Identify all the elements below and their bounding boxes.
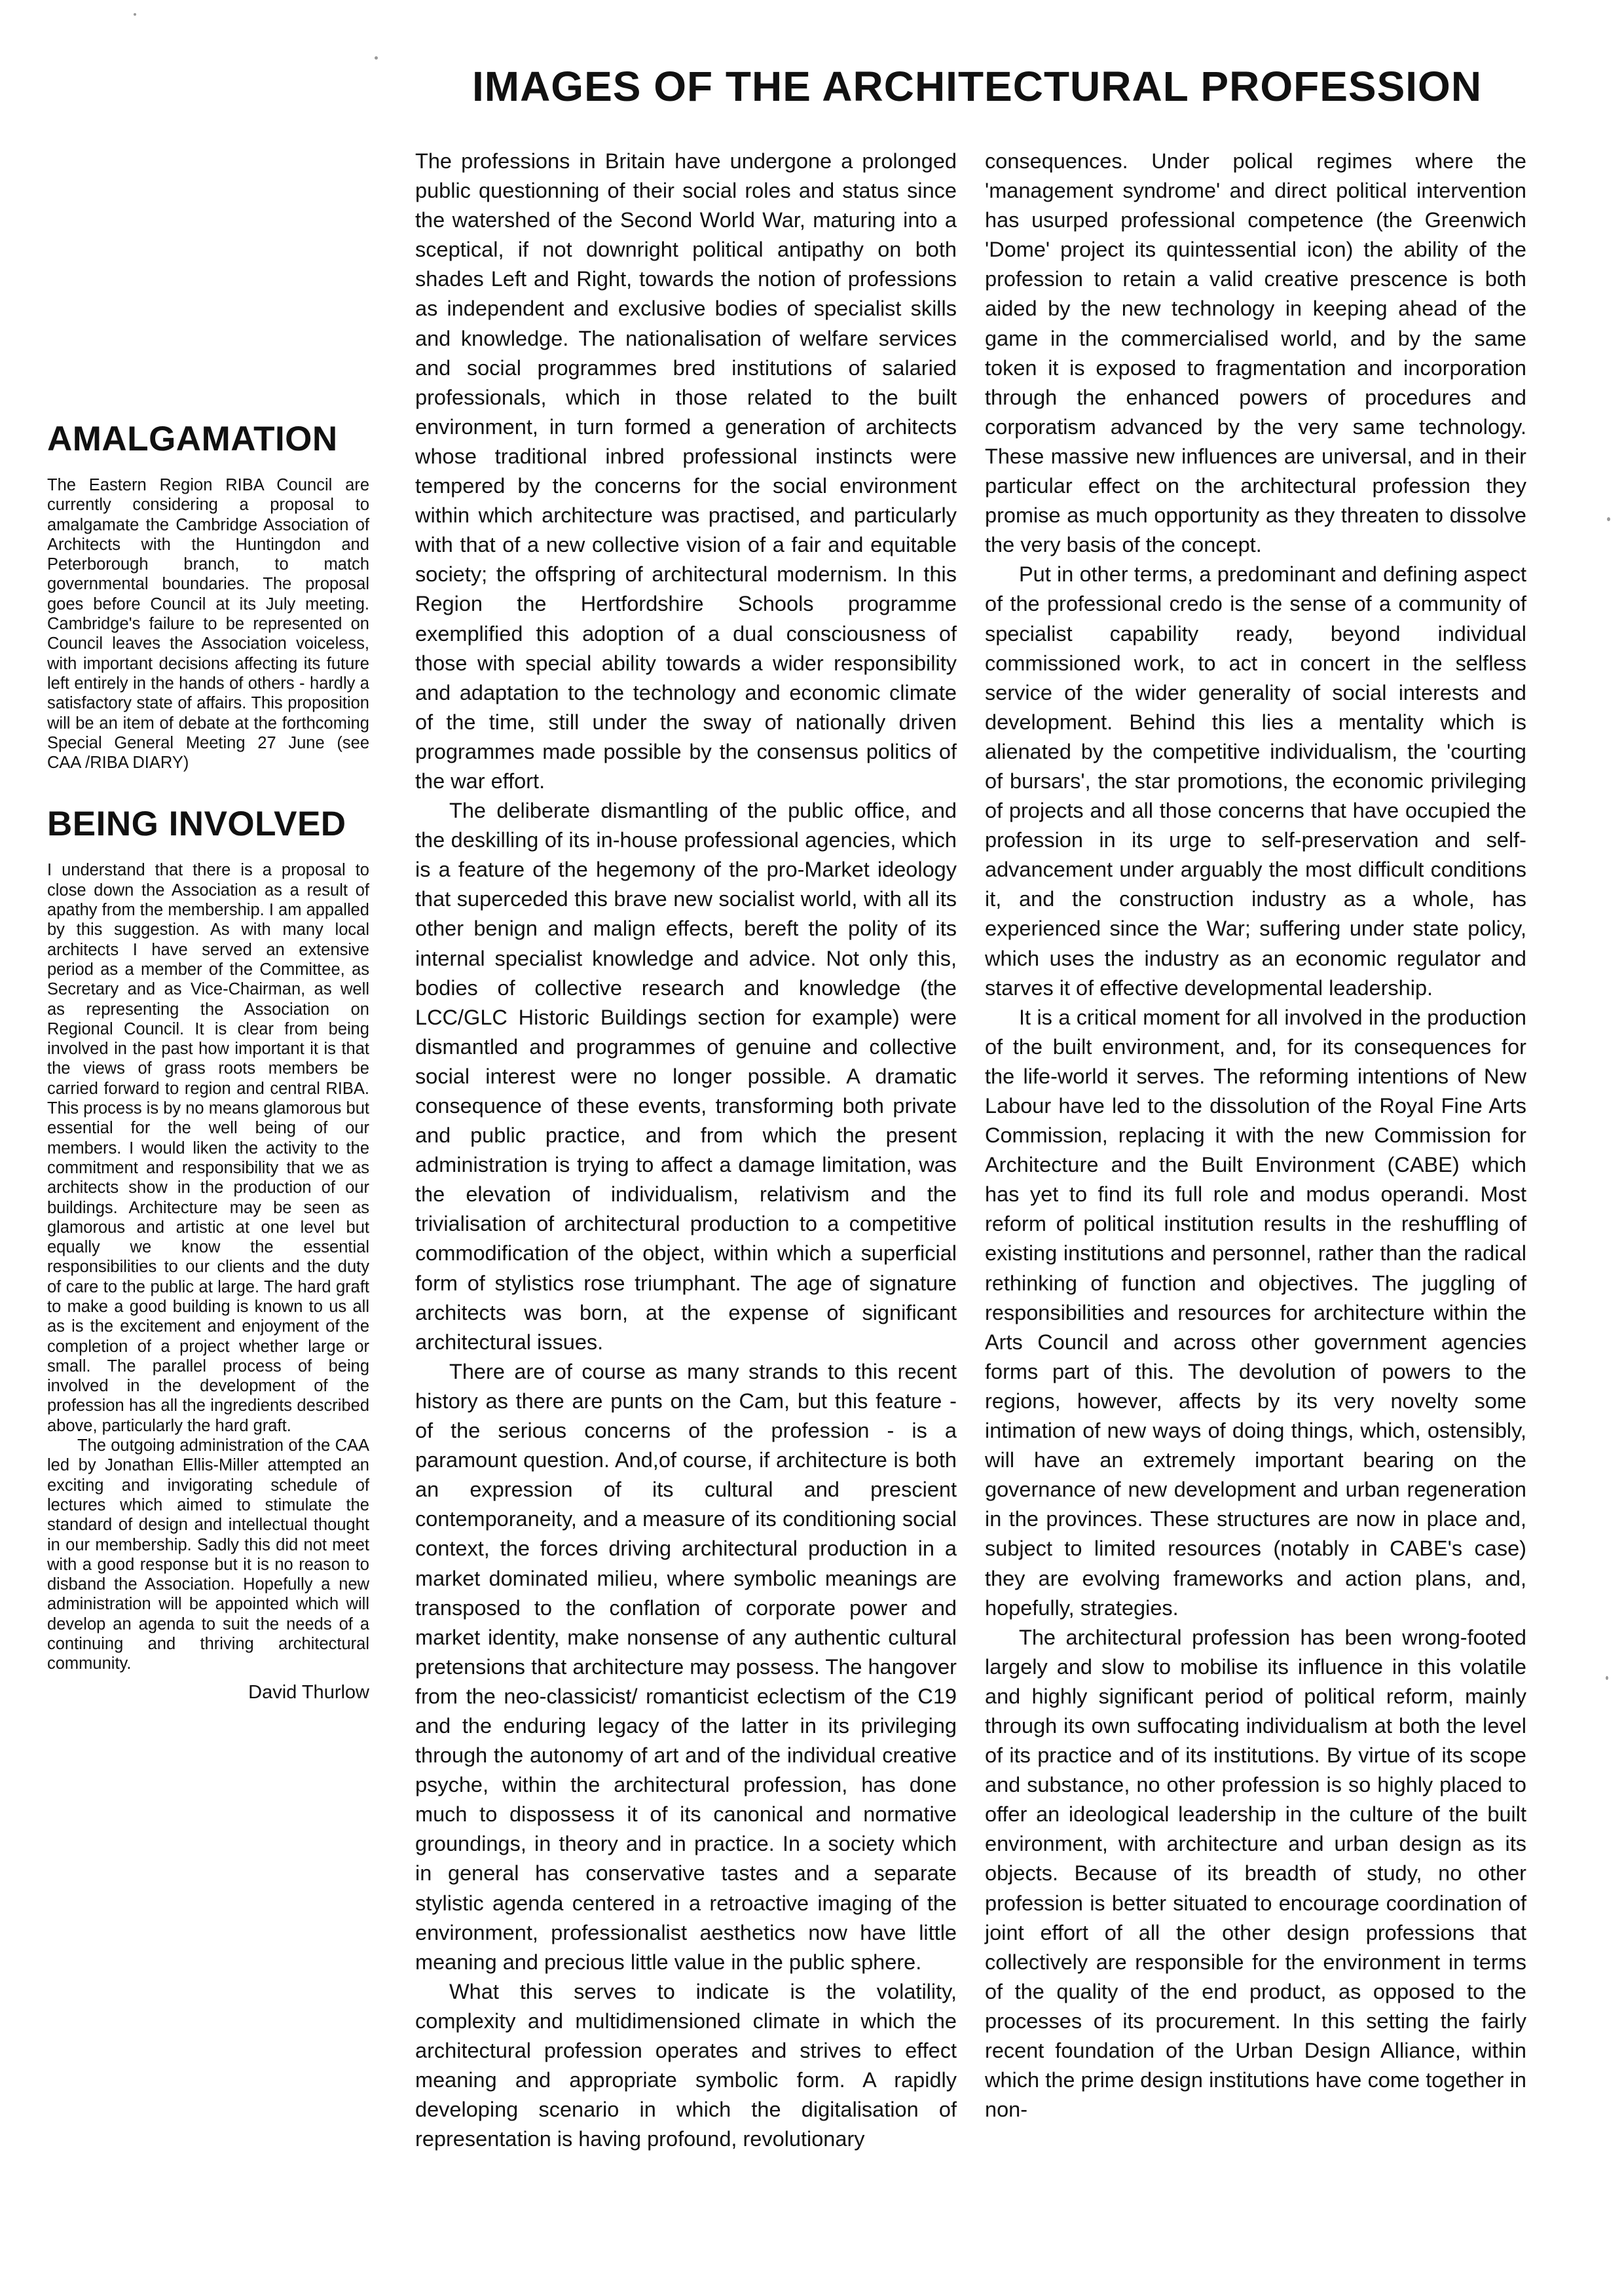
- scan-speck: [1607, 517, 1610, 521]
- page-title: IMAGES OF THE ARCHITECTURAL PROFESSION: [471, 63, 1483, 110]
- article-paragraph: There are of course as many strands to this recent history as there are punts on the Cam, but this feature - of the serious concerns of the profession - is a paramount question. And,of course, if architecture is both an expression of its cultural and prescient contemporaneity, and a measure of its conditioning social context, the forces driving architectural production in a market dominated milieu, where symbolic meanings are transposed to the conflation of corporate power and market identity, make nonsense of any authentic cultural pretensions that architecture may possess. The hangover from the neo-classicist/ romanticist eclectism of the C19 and the enduring legacy of the latter in its privileging through the autonomy of art and of the individual creative psyche, within the architectural profession, has done much to dispossess it of its canonical and normative groundings, in theory and in practice. In a society which in general has conservative tastes and a separate stylistic agenda centered in a retroactive imaging of the environment, professionalist aesthetics now have little meaning and precious little value in the public sphere.: [415, 1359, 957, 1974]
- signature: David Thurlow: [248, 1681, 369, 1703]
- being-involved-paragraph: The outgoing administration of the CAA led by Jonathan Ellis-Miller attempted an exciting and invigorating schedule of lectures which aimed to stimulate the standard of design and intellectual thought in our membership. Sadly this did not meet with a good response but it is no reason to disband the Association. Hopefully a new administration will be appointed which will develop an agenda to suit the needs of a continuing and thriving architectural community.: [47, 1436, 369, 1673]
- being-involved-paragraph: I understand that there is a proposal to close down the Association as a result of apathy from the membership. I am appalled by this suggestion. As with many local architects I have served an extensive period as a member of the Committee, as Secretary and as Vice-Chairman, as well as representing the Association on Regional Council. It is clear from being involved in the past how important it is that the views of grass roots members be carried forward to region and central RIBA. This process is by no means glamorous but essential for the well being of our members. I would liken the activity to the commitment and responsibility that we as architects show in the production of our buildings. Architecture may be seen as glamorous and artistic at one level but equally we know the essential responsibilities to our clients and the duty of care to the public at large. The hard graft to make a good building is known to us all as is the excitement and enjoyment of the completion of a project whether large or small. The parallel process of being involved in the development of the profession has all the ingredients described above, particularly the hard graft.: [47, 861, 369, 1435]
- sidebar: [47, 416, 369, 1704]
- scan-speck: [375, 56, 378, 60]
- scan-speck: [1606, 1676, 1608, 1680]
- article-paragraph: The professions in Britain have undergone a prolonged public questionning of their social roles and status since the watershed of the Second World War, maturing into a sceptical, if not downright political antipathy on both shades Left and Right, towards the notion of professions as independent and exclusive bodies of specialist skills and knowledge. The nationalisation of welfare services and social programmes bred institutions of salaried professionals, which in those related to the built environment, in turn formed a generation of architects whose traditional inbred professional instincts were tempered by the concerns for the social environment within which architecture was practised, and particularly with that of a new collective vision of a fair and equitable society; the offspring of architectural modernism. In this Region the Hertfordshire Schools programme exemplified this adoption of a dual consciousness of those with special ability towards a wider responsibility and adaptation to the technology and economic climate of the time, still under the sway of nationally driven programmes made possible by the consensus politics of the war effort.: [415, 149, 957, 793]
- article-paragraph: Put in other terms, a predominant and defining aspect of the professional credo is the sense of a community of specialist capability ready, beyond individual commissioned work, to act in concert in the selfless service of the wider generality of social interests and development. Behind this lies a mentality which is alienated by the competitive individualism, the 'courting of bursars', the star promotions, the economic privileging of projects and all those concerns that have occupied the profession in its urge to self-preservation and self-advancement under arguably the most difficult conditions it, and the construction industry as a whole, has experienced since the War; suffering under state policy, which uses the industry as an economic regulator and starves it of effective developmental leadership.: [985, 562, 1526, 1000]
- article-paragraph: consequences. Under polical regimes where the 'management syndrome' and direct political intervention has usurped professional competence (the Greenwich 'Dome' project its quintessential icon) the ability of the profession to retain a valid creative prescence is both aided by the new technology in keeping ahead of the game in the commercialised world, and by the same token it is exposed to fragmentation and incorporation through the enhanced powers of procedures and corporatism advanced by the very same technology. These massive new influences are universal, and in their particular effect on the architectural profession they promise as much opportunity as they threaten to dissolve the very basis of the concept.: [985, 149, 1526, 557]
- being-involved-heading: BEING INVOLVED: [47, 805, 346, 844]
- article-right-column: [985, 147, 1526, 2124]
- being-involved-block: [47, 860, 369, 1704]
- amalgamation-text: The Eastern Region RIBA Council are currently considering a proposal to amalgamate the Cambridge Association of Architects with the Huntingdon and Peterborough branch, to match governmental boundaries. The proposal goes before Council at its July meeting. Cambridge's failure to be represented on Council leaves the Association voiceless, with important decisions affecting its future left entirely in the hands of others - hardly a satisfactory state of affairs. This proposition will be an item of debate at the forthcoming Special General Meeting 27 June (see CAA /RIBA DIARY): [47, 476, 369, 773]
- amalgamation-heading: AMALGAMATION: [47, 420, 338, 458]
- article-paragraph: The deliberate dismantling of the public office, and the deskilling of its in-house professional agencies, which is a feature of the hegemony of the pro-Market ideology that superceded this brave new socialist world, with all its other benign and malign effects, bereft the polity of its internal specialist knowledge and advice. Not only this, bodies of collective research and knowledge (the LCC/GLC Historic Buildings section for example) were dismantled and programmes of genuine and collective social interest were no longer possible. A dramatic consequence of these events, transforming both private and public practice, and from which the present administration is trying to affect a damage limitation, was the elevation of individualism, relativism and the trivialisation of architectural production to a competitive commodification of the object, within which a superficial form of stylistics rose triumphant. The age of signature architects was born, at the expense of significant architectural issues.: [415, 799, 957, 1354]
- amalgamation-block: [47, 475, 369, 773]
- scan-speck: [134, 13, 136, 16]
- article-paragraph: The architectural profession has been wrong-footed largely and slow to mobilise its influence in this volatile and highly significant period of political reform, mainly through its own suffocating individualism at both the level of its practice and of its institutions. By virtue of its scope and substance, no other profession is so highly placed to offer an ideological leadership in the culture of the built environment, with architecture and urban design as its objects. Because of its breadth of study, no other profession is better situated to encourage coordination of joint effort of all the other design professions that collectively are responsible for the environment in terms of the quality of the end product, as opposed to the processes of its procurement. In this setting the fairly recent foundation of the Urban Design Alliance, within which the prime design institutions have come together in non-: [985, 1625, 1526, 2122]
- article-paragraph: It is a critical moment for all involved in the production of the built environment, and, for its consequences for the life-world it serves. The reforming intentions of New Labour have led to the dissolution of the Royal Fine Arts Commission, replacing it with the new Commission for Architecture and the Built Environment (CABE) which has yet to find its full role and modus operandi. Most reform of political institution results in the reshuffling of existing institutions and personnel, rather than the radical rethinking of function and objectives. The juggling of responsibilities and resources for architecture within the Arts Council and across other government agencies forms part of this. The devolution of powers to the regions, however, affects by its very novelty some intimation of new ways of doing things, which, ostensibly, will have an extremely important bearing on the governance of new development and urban regeneration in the provinces. These structures are now in place and, subject to limited resources (notably in CABE's case) they are evolving frameworks and action plans, and, hopefully, strategies.: [985, 1005, 1526, 1620]
- article-left-column: [415, 147, 957, 2154]
- article-paragraph: What this serves to indicate is the volatility, complexity and multidimensioned climate in which the architectural profession operates and strives to effect meaning and appropriate symbolic form. A rapidly developing scenario in which the digitalisation of representation is having profound, revolutionary: [415, 1979, 957, 2151]
